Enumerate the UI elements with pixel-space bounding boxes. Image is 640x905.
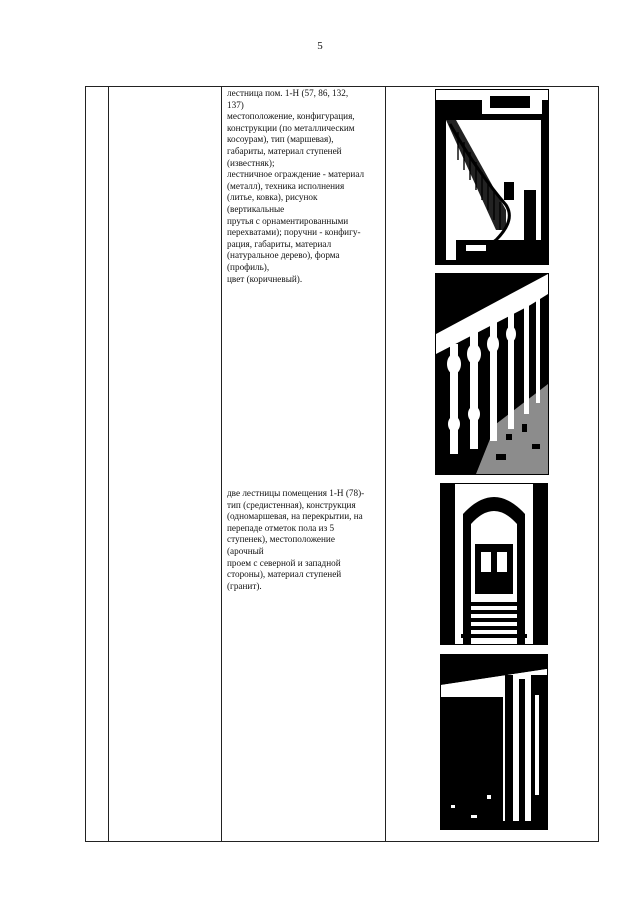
text-line: (гранит). xyxy=(227,580,262,591)
text-line: цвет (коричневый). xyxy=(227,273,303,284)
text-line: проем с северной и западной xyxy=(227,557,341,568)
text-line: стороны), материал ступеней xyxy=(227,569,342,580)
text-line: тип (средистенная), конструкция xyxy=(227,499,356,510)
text-line: две лестницы помещения 1-Н (78)- xyxy=(227,488,365,498)
text-line: ступенек), местоположение xyxy=(227,534,335,545)
text-line: (металл), техника исполнения xyxy=(227,180,345,191)
entry-2-description xyxy=(227,488,381,592)
text-line: (одномаршевая, на перекрытии, на xyxy=(227,511,363,522)
column-divider-3 xyxy=(385,87,386,841)
column-divider-1 xyxy=(108,87,109,841)
entry-1-description xyxy=(227,88,381,285)
text-line: конструкции (по металлическим xyxy=(227,122,355,133)
text-line: рация, габариты, материал xyxy=(227,238,332,249)
doorway-photo xyxy=(440,654,548,830)
text-line: прутья с орнаментированными xyxy=(227,215,349,226)
text-line: (натуральное дерево), форма xyxy=(227,250,340,261)
page-number: 5 xyxy=(317,40,323,52)
text-line: (профиль), xyxy=(227,261,270,272)
text-line: перепаде отметок пола из 5 xyxy=(227,522,335,533)
archway-stairs-photo xyxy=(440,483,548,645)
balustrade-photo xyxy=(435,273,549,475)
column-divider-2 xyxy=(221,87,222,841)
text-line: (арочный xyxy=(227,545,264,556)
text-line: лестница пом. 1-Н (57, 86, 132, xyxy=(227,88,349,98)
text-line: местоположение, конфигурация, xyxy=(227,111,355,122)
text-line: (вертикальные xyxy=(227,203,285,214)
text-line: лестничное ограждение - материал xyxy=(227,169,365,180)
text-line: 137) xyxy=(227,99,244,110)
text-line: (известняк); xyxy=(227,157,275,168)
staircase-photo-1 xyxy=(435,89,549,265)
text-line: (литье, ковка), рисунок xyxy=(227,192,318,203)
text-line: габариты, материал ступеней xyxy=(227,145,342,156)
text-line: перехватами); поручни - конфигу- xyxy=(227,227,361,238)
text-line: косоурам), тип (маршевая), xyxy=(227,134,334,145)
